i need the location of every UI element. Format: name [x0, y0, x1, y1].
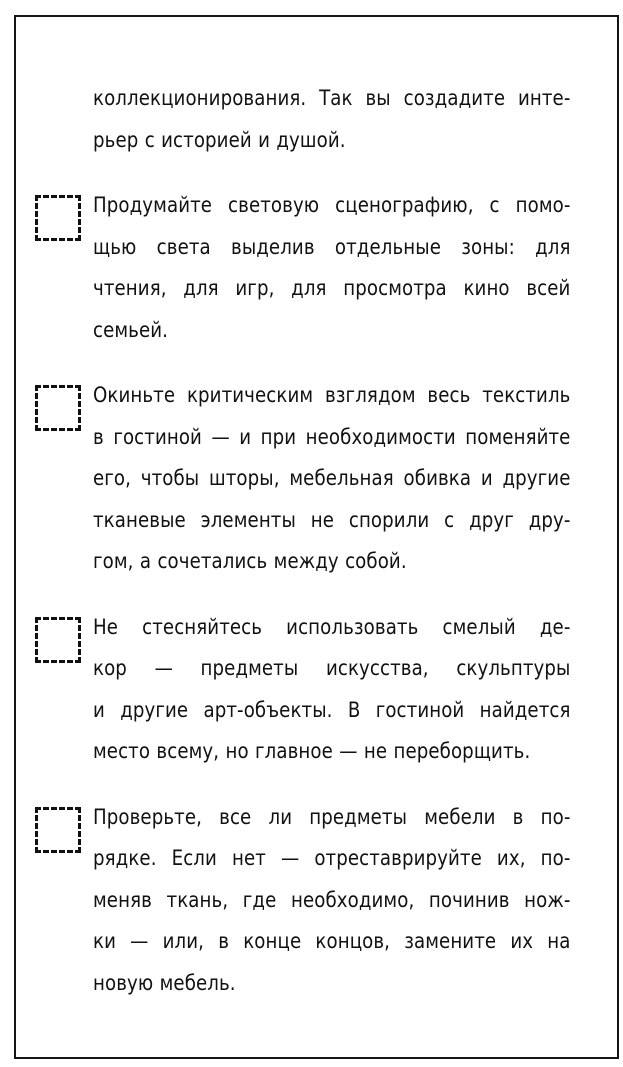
- word: предметы: [309, 804, 408, 830]
- word: Не: [93, 614, 119, 640]
- word: гостиной: [375, 697, 465, 723]
- word: ки: [93, 929, 116, 954]
- word: спорили: [348, 507, 430, 533]
- word: Окиньте: [93, 383, 176, 408]
- checklist-item: [93, 375, 571, 583]
- word: гом, а сочетались между собой.: [93, 549, 407, 574]
- word: нож-: [524, 887, 571, 913]
- word: нет: [231, 846, 266, 871]
- word: кор: [93, 656, 127, 681]
- word: по-: [540, 804, 571, 830]
- word: необходимости: [305, 424, 456, 450]
- word: на: [547, 929, 571, 954]
- word: скульптуры: [456, 656, 571, 681]
- word: чтобы: [140, 466, 200, 491]
- text-line: [93, 648, 571, 690]
- word: Проверьте,: [93, 804, 203, 830]
- word: предметы: [200, 656, 299, 681]
- word: поменяйте: [465, 424, 571, 450]
- word: Если: [171, 846, 217, 871]
- word: чтения,: [93, 276, 167, 301]
- word: при: [260, 424, 297, 450]
- word: Продумайте: [93, 193, 213, 218]
- word: их,: [496, 846, 526, 871]
- text-line: [93, 921, 571, 963]
- word: текстиль: [482, 383, 571, 408]
- word: отдельные: [334, 234, 441, 260]
- word: другие: [502, 466, 571, 491]
- word: мебельная: [289, 466, 394, 491]
- word: в: [93, 424, 104, 450]
- word: починив: [428, 887, 510, 913]
- paragraph-text: [93, 797, 571, 1005]
- word: новую мебель.: [93, 970, 236, 996]
- word: и: [93, 697, 105, 723]
- page-content-column: [93, 78, 571, 1004]
- word: место всему, но главное — не переборщить.: [93, 739, 531, 764]
- checkbox-icon[interactable]: [35, 807, 81, 853]
- word: для: [291, 276, 327, 301]
- word: концов,: [315, 929, 391, 954]
- paragraph-text: [93, 375, 571, 583]
- text-line: [93, 458, 571, 500]
- text-line: [93, 541, 571, 583]
- word: тканевые: [93, 507, 186, 533]
- word: искусства,: [325, 656, 429, 681]
- word: обивка: [403, 466, 472, 491]
- word: инте-: [517, 86, 571, 111]
- word: в: [512, 804, 524, 830]
- paragraph-text: [93, 78, 571, 161]
- text-line: [93, 731, 571, 773]
- text-line: [93, 690, 571, 732]
- word: сценографию,: [335, 193, 474, 218]
- word: кино: [463, 276, 510, 301]
- word: не: [310, 507, 335, 533]
- word: зоны:: [461, 234, 515, 260]
- text-line: [93, 268, 571, 310]
- word: меняв: [93, 887, 152, 913]
- word: —: [154, 656, 173, 681]
- word: элементы: [200, 507, 296, 533]
- text-line: [93, 500, 571, 542]
- paragraph-text: [93, 185, 571, 351]
- word: световую: [228, 193, 320, 218]
- word: шторы,: [209, 466, 280, 491]
- word: создадите: [403, 86, 506, 111]
- text-line: [93, 417, 571, 459]
- word: критическим: [186, 383, 314, 408]
- word: Так: [319, 86, 353, 111]
- word: —: [211, 424, 230, 450]
- word: конце: [243, 929, 302, 954]
- word: дру-: [528, 507, 571, 533]
- text-line: [93, 78, 571, 120]
- word: рьер с историей и душой.: [93, 127, 346, 153]
- word: в: [218, 929, 230, 954]
- text-line: [93, 880, 571, 922]
- text-line: [93, 838, 571, 880]
- word: другие: [120, 697, 189, 723]
- word: —: [130, 929, 149, 954]
- word: просмотра: [343, 276, 447, 301]
- word: все: [219, 804, 252, 830]
- word: весь: [427, 383, 471, 408]
- word: использовать: [286, 614, 419, 640]
- word: необходимо,: [290, 887, 415, 913]
- text-line: [93, 797, 571, 839]
- word: и: [239, 424, 252, 450]
- word: замените: [404, 929, 497, 954]
- checklist-item: [93, 607, 571, 773]
- word: де-: [539, 614, 571, 640]
- checkbox-icon[interactable]: [35, 195, 81, 241]
- word: друг: [469, 507, 514, 533]
- word: отреставрируйте: [314, 846, 482, 871]
- word: щью: [93, 234, 137, 260]
- word: мебели: [424, 804, 496, 830]
- paragraph-block: [93, 78, 571, 161]
- text-line: [93, 375, 571, 417]
- word: В: [347, 697, 361, 723]
- word: для: [183, 276, 219, 301]
- word: их: [510, 929, 534, 954]
- word: где: [242, 887, 277, 913]
- word: ли: [268, 804, 293, 830]
- paragraph-text: [93, 607, 571, 773]
- text-line: [93, 227, 571, 269]
- word: его,: [93, 466, 132, 491]
- checkbox-icon[interactable]: [35, 385, 81, 431]
- checklist-item: [93, 797, 571, 1005]
- text-line: [93, 607, 571, 649]
- text-line: [93, 963, 571, 1005]
- word: коллекционирования.: [93, 86, 307, 111]
- word: по-: [540, 846, 571, 871]
- word: —: [280, 846, 300, 871]
- word: найдется: [479, 697, 571, 723]
- word: смелый: [442, 614, 516, 640]
- word: гостиной: [113, 424, 202, 450]
- word: помо-: [515, 193, 571, 218]
- word: света: [156, 234, 211, 260]
- word: выделив: [231, 234, 315, 260]
- word: с: [444, 507, 455, 533]
- word: игр,: [235, 276, 275, 301]
- checklist-item: [93, 185, 571, 351]
- word: взглядом: [324, 383, 416, 408]
- text-line: [93, 185, 571, 227]
- word: стесняйтесь: [142, 614, 263, 640]
- word: вы: [365, 86, 391, 111]
- word: ткань,: [166, 887, 229, 913]
- checkbox-icon[interactable]: [35, 617, 81, 663]
- word: с: [489, 193, 500, 218]
- word: всей: [526, 276, 571, 301]
- text-line: [93, 310, 571, 352]
- text-line: [93, 120, 571, 162]
- word: или,: [162, 929, 205, 954]
- word: и: [480, 466, 493, 491]
- word: рядке.: [93, 846, 157, 871]
- word: семьей.: [93, 317, 169, 343]
- word: арт-объекты.: [203, 697, 333, 723]
- word: для: [535, 234, 571, 260]
